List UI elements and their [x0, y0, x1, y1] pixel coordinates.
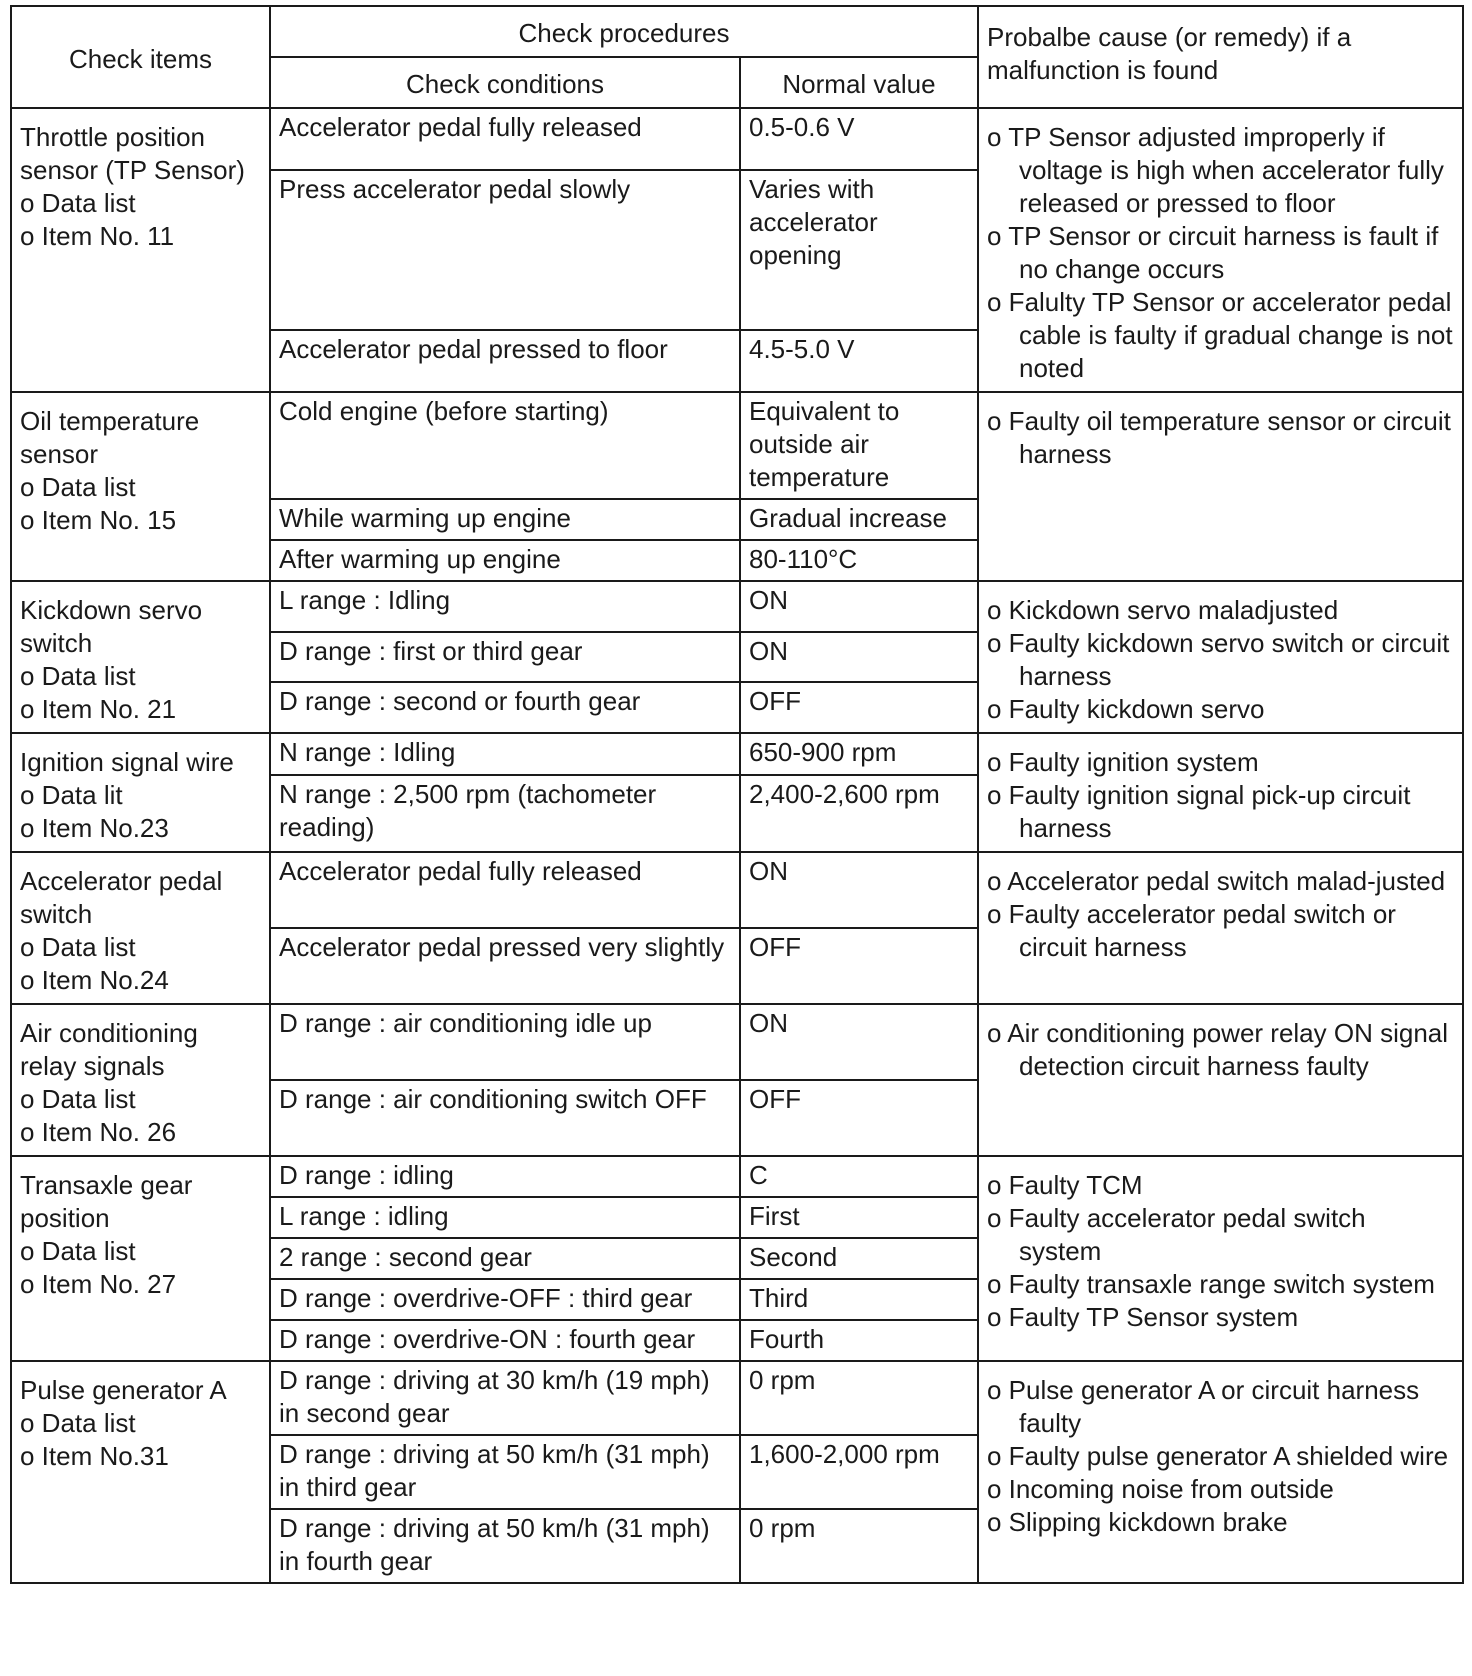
check-item-name: Throttle position sensor (TP Sensor)	[20, 122, 245, 185]
cause-bullet: o Incoming noise from outside	[987, 1474, 1334, 1504]
table-row	[11, 392, 1463, 499]
check-item-cell	[11, 392, 270, 581]
normal-value-cell: Third	[740, 1279, 978, 1320]
check-item-sub: o Item No. 15	[20, 505, 177, 535]
check-item-sub: o Data list	[20, 472, 136, 502]
check-condition-cell: Accelerator pedal pressed very slightly	[270, 928, 740, 1004]
normal-value-cell: OFF	[740, 682, 978, 733]
check-condition-cell: 2 range : second gear	[270, 1238, 740, 1279]
header-cause: Probalbe cause (or remedy) if a malfunction is found	[978, 6, 1463, 108]
probable-cause-cell	[978, 733, 1463, 852]
table-row	[11, 581, 1463, 632]
cause-bullet: o Pulse generator A or circuit harness faulty	[987, 1375, 1420, 1438]
check-item-sub: o Data list	[20, 661, 136, 691]
probable-cause-cell	[978, 392, 1463, 581]
check-item-cell	[11, 852, 270, 1004]
cause-bullet: o Accelerator pedal switch malad-justed	[987, 866, 1446, 896]
normal-value-cell: 1,600-2,000 rpm	[740, 1435, 978, 1509]
normal-value-cell: OFF	[740, 1080, 978, 1156]
check-item-cell	[11, 1004, 270, 1156]
header-normal-value: Normal value	[740, 57, 978, 108]
normal-value-cell: 4.5-5.0 V	[740, 330, 978, 392]
check-item-name: Accelerator pedal switch	[20, 866, 223, 929]
check-condition-cell: D range : overdrive-OFF : third gear	[270, 1279, 740, 1320]
table-row	[11, 1156, 1463, 1197]
check-condition-cell: While warming up engine	[270, 499, 740, 540]
check-item-sub: o Data list	[20, 188, 136, 218]
check-condition-cell: D range : air conditioning idle up	[270, 1004, 740, 1080]
normal-value-cell: ON	[740, 632, 978, 683]
check-item-sub: o Data list	[20, 1236, 136, 1266]
check-item-cell	[11, 581, 270, 733]
table-row	[11, 108, 1463, 170]
check-condition-cell: D range : overdrive-ON : fourth gear	[270, 1320, 740, 1361]
check-condition-cell: D range : driving at 50 km/h (31 mph) in fourth gear	[270, 1509, 740, 1583]
cause-bullet: o Slipping kickdown brake	[987, 1507, 1288, 1537]
probable-cause-cell	[978, 1004, 1463, 1156]
normal-value-cell: ON	[740, 1004, 978, 1080]
header-check-conditions: Check conditions	[270, 57, 740, 108]
check-condition-cell: N range : 2,500 rpm (tachometer reading)	[270, 775, 740, 852]
header-check-items: Check items	[11, 6, 270, 108]
probable-cause-cell	[978, 108, 1463, 392]
cause-bullet: o Air conditioning power relay ON signal detection circuit harness faulty	[987, 1018, 1449, 1081]
cause-bullet: o Faulty ignition system	[987, 747, 1259, 777]
cause-bullet: o Faulty transaxle range switch system	[987, 1269, 1435, 1299]
normal-value-cell: 80-110°C	[740, 540, 978, 581]
cause-bullet: o Falulty TP Sensor or accelerator pedal cable is faulty if gradual change is not noted	[987, 287, 1453, 383]
normal-value-cell: ON	[740, 852, 978, 928]
check-condition-cell: After warming up engine	[270, 540, 740, 581]
check-item-cell	[11, 733, 270, 852]
check-item-name: Kickdown servo switch	[20, 595, 203, 658]
cause-bullet: o Faulty kickdown servo switch or circuit harness	[987, 628, 1450, 691]
table-row	[11, 1361, 1463, 1435]
cause-bullet: o TP Sensor adjusted improperly if voltage is high when accelerator fully released or pressed to floor	[987, 122, 1444, 218]
check-item-sub: o Data list	[20, 1084, 136, 1114]
check-condition-cell: N range : Idling	[270, 733, 740, 775]
normal-value-cell: ON	[740, 581, 978, 632]
check-item-sub: o Data list	[20, 932, 136, 962]
normal-value-cell: First	[740, 1197, 978, 1238]
normal-value-cell: Gradual increase	[740, 499, 978, 540]
check-item-sub: o Item No.31	[20, 1441, 169, 1471]
normal-value-cell: Fourth	[740, 1320, 978, 1361]
check-table-sheet	[10, 5, 1462, 1584]
check-condition-cell: D range : driving at 30 km/h (19 mph) in second gear	[270, 1361, 740, 1435]
check-item-sub: o Item No.23	[20, 813, 169, 843]
check-condition-cell: D range : second or fourth gear	[270, 682, 740, 733]
table-row	[11, 852, 1463, 928]
check-item-sub: o Data list	[20, 1408, 136, 1438]
normal-value-cell: 0.5-0.6 V	[740, 108, 978, 170]
check-item-cell	[11, 1156, 270, 1361]
check-condition-cell: D range : first or third gear	[270, 632, 740, 683]
check-condition-cell: Press accelerator pedal slowly	[270, 170, 740, 331]
check-condition-cell: Cold engine (before starting)	[270, 392, 740, 499]
normal-value-cell: Equivalent to outside air temperature	[740, 392, 978, 499]
check-condition-cell: Accelerator pedal fully released	[270, 852, 740, 928]
check-item-name: Oil temperature sensor	[20, 406, 200, 469]
normal-value-cell: OFF	[740, 928, 978, 1004]
normal-value-cell: 0 rpm	[740, 1361, 978, 1435]
check-item-sub: o Item No.24	[20, 965, 169, 995]
check-table	[10, 5, 1464, 1584]
cause-bullet: o Faulty TCM	[987, 1170, 1143, 1200]
check-condition-cell: D range : idling	[270, 1156, 740, 1197]
probable-cause-cell	[978, 1156, 1463, 1361]
check-condition-cell: D range : driving at 50 km/h (31 mph) in third gear	[270, 1435, 740, 1509]
cause-bullet: o Faulty kickdown servo	[987, 694, 1265, 724]
check-item-sub: o Item No. 11	[20, 221, 175, 251]
check-condition-cell: Accelerator pedal fully released	[270, 108, 740, 170]
table-row	[11, 1004, 1463, 1080]
check-condition-cell: L range : idling	[270, 1197, 740, 1238]
probable-cause-cell	[978, 581, 1463, 733]
cause-bullet: o Faulty accelerator pedal switch or circuit harness	[987, 899, 1396, 962]
check-item-sub: o Item No. 21	[20, 694, 177, 724]
check-item-name: Ignition signal wire	[20, 747, 234, 777]
normal-value-cell: Second	[740, 1238, 978, 1279]
check-table-body	[11, 108, 1463, 1583]
check-item-name: Air conditioning relay signals	[20, 1018, 198, 1081]
check-item-cell	[11, 108, 270, 392]
cause-bullet: o Kickdown servo maladjusted	[987, 595, 1339, 625]
normal-value-cell: 0 rpm	[740, 1509, 978, 1583]
cause-bullet: o Faulty pulse generator A shielded wire	[987, 1441, 1449, 1471]
cause-bullet: o TP Sensor or circuit harness is fault if no change occurs	[987, 221, 1439, 284]
check-item-name: Transaxle gear position	[20, 1170, 193, 1233]
check-condition-cell: Accelerator pedal pressed to floor	[270, 330, 740, 392]
normal-value-cell: Varies with accelerator opening	[740, 170, 978, 331]
table-row	[11, 733, 1463, 775]
check-condition-cell: L range : Idling	[270, 581, 740, 632]
check-item-sub: o Item No. 26	[20, 1117, 177, 1147]
check-item-sub: o Data lit	[20, 780, 123, 810]
normal-value-cell: 650-900 rpm	[740, 733, 978, 775]
cause-bullet: o Faulty oil temperature sensor or circuit harness	[987, 406, 1451, 469]
check-item-name: Pulse generator A	[20, 1375, 227, 1405]
header-check-procedures: Check procedures	[270, 6, 978, 57]
probable-cause-cell	[978, 852, 1463, 1004]
probable-cause-cell	[978, 1361, 1463, 1583]
cause-bullet: o Faulty accelerator pedal switch system	[987, 1203, 1366, 1266]
check-condition-cell: D range : air conditioning switch OFF	[270, 1080, 740, 1156]
check-item-cell	[11, 1361, 270, 1583]
cause-bullet: o Faulty TP Sensor system	[987, 1302, 1299, 1332]
normal-value-cell: 2,400-2,600 rpm	[740, 775, 978, 852]
normal-value-cell: C	[740, 1156, 978, 1197]
check-item-sub: o Item No. 27	[20, 1269, 177, 1299]
cause-bullet: o Faulty ignition signal pick-up circuit harness	[987, 780, 1411, 843]
